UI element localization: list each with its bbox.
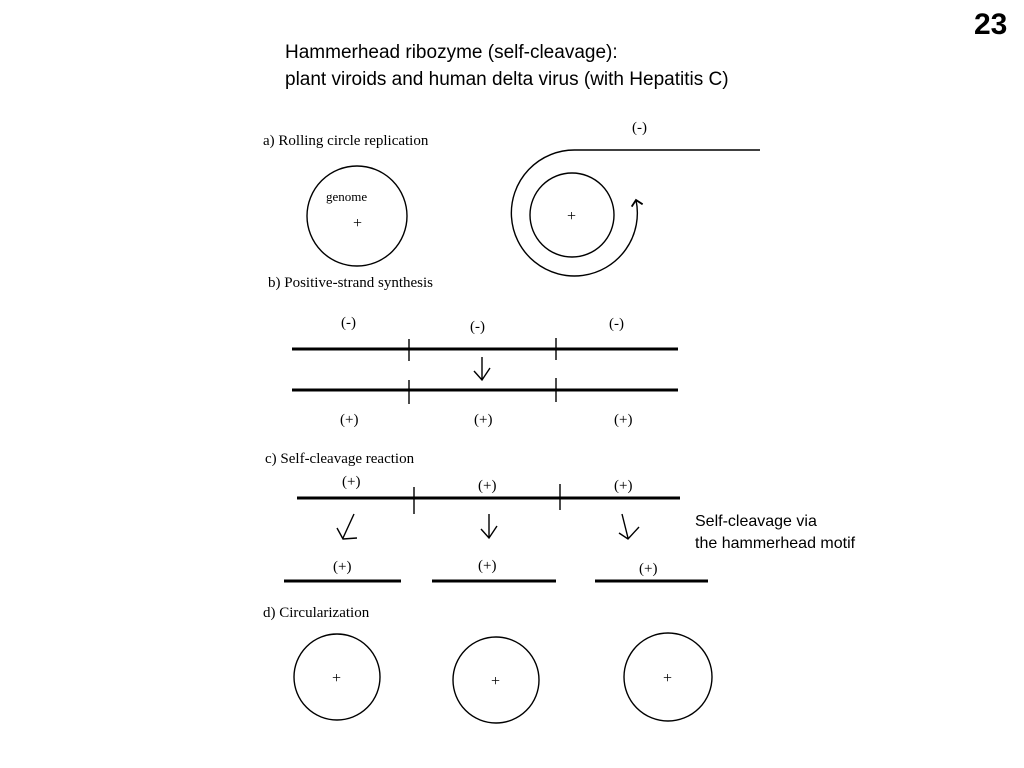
b-top-label-2: (-)	[470, 319, 485, 335]
b-top-label-1: (-)	[341, 315, 356, 331]
slide-title-line-1: Hammerhead ribozyme (self-cleavage):	[285, 42, 618, 63]
d-circle-sign-1: +	[332, 670, 342, 687]
c-top-label-2: (+)	[478, 478, 497, 494]
cleavage-arrow	[481, 514, 497, 538]
c-product-label-2: (+)	[478, 558, 497, 574]
c-top-label-3: (+)	[614, 478, 633, 494]
cleavage-arrow	[619, 514, 639, 539]
d-circle-sign-3: +	[663, 670, 673, 687]
synthesis-arrow	[474, 357, 490, 380]
b-bottom-label-2: (+)	[474, 412, 493, 428]
c-product-label-3: (+)	[639, 561, 658, 577]
side-note-line-1: Self-cleavage via	[695, 513, 817, 530]
c-product-label-1: (+)	[333, 559, 352, 575]
cleavage-arrow	[337, 514, 357, 539]
rolling-strand	[511, 150, 760, 276]
section-a-heading: a) Rolling circle replication	[263, 133, 429, 149]
genome-sign: +	[353, 215, 363, 232]
b-bottom-label-3: (+)	[614, 412, 633, 428]
slide-title-line-2: plant viroids and human delta virus (with Hepatitis C)	[285, 69, 729, 90]
side-note-line-2: the hammerhead motif	[695, 535, 856, 552]
c-top-label-1: (+)	[342, 474, 361, 490]
new-strand-label: (-)	[632, 120, 647, 136]
b-bottom-label-1: (+)	[340, 412, 359, 428]
genome-label: genome	[326, 189, 368, 204]
b-top-label-3: (-)	[609, 316, 624, 332]
d-circle-sign-2: +	[491, 673, 501, 690]
template-sign: +	[567, 208, 577, 225]
section-b-heading: b) Positive-strand synthesis	[268, 275, 433, 291]
slide-number: 23	[974, 8, 1008, 41]
section-d-heading: d) Circularization	[263, 605, 370, 621]
section-c-heading: c) Self-cleavage reaction	[265, 451, 415, 467]
